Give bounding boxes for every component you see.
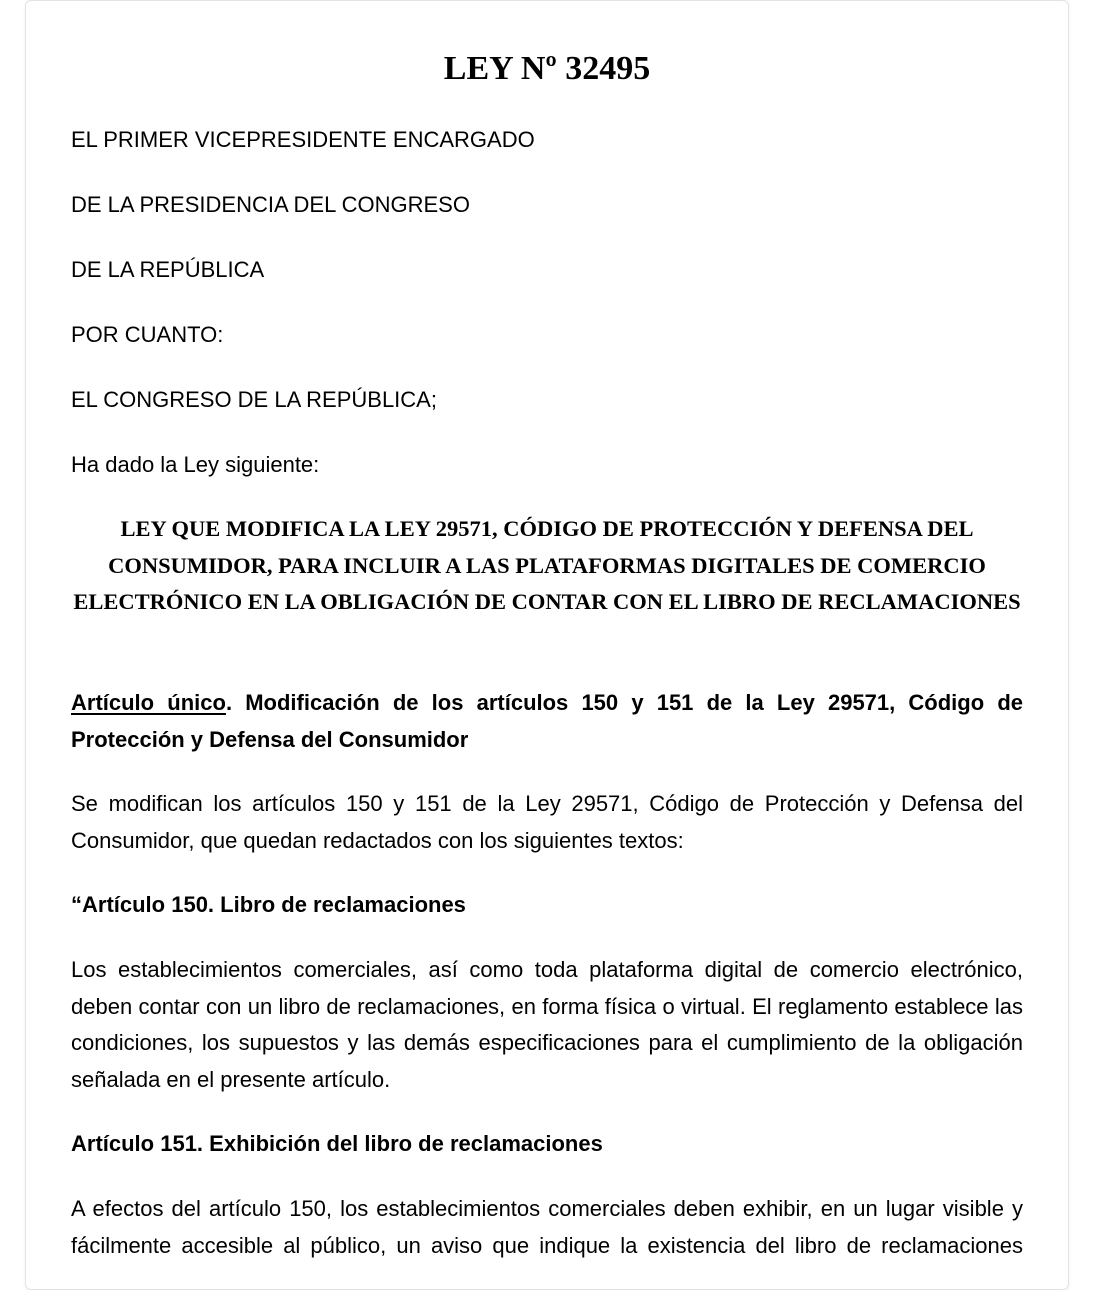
law-number-title: LEY Nº 32495: [443, 50, 651, 87]
article-unico-label: Artículo único: [71, 690, 226, 715]
article-151-heading: Artículo 151. Exhibición del libro de reclamaciones: [71, 1131, 603, 1156]
intro-paragraph: Se modifican los artículos 150 y 151 de la Ley 29571, Código de Protección y Defensa del Consumidor, que quedan redactados con los siguientes textos:: [71, 791, 1023, 853]
header-line-2: DE LA PRESIDENCIA DEL CONGRESO: [71, 192, 470, 217]
article-unico-separator: .: [225, 690, 233, 715]
header-line-5: EL CONGRESO DE LA REPÚBLICA;: [71, 387, 437, 412]
header-line-3: DE LA REPÚBLICA: [71, 257, 265, 282]
article-unico-heading: [71, 685, 1023, 758]
article-unico-heading-text: Modificación de los artículos 150 y 151 de la Ley 29571, Código de Protección y Defensa del Consumidor: [71, 690, 1024, 752]
header-line-6: Ha dado la Ley siguiente:: [71, 452, 320, 477]
header-line-4: POR CUANTO:: [71, 322, 224, 347]
article-150-heading: “Artículo 150. Libro de reclamaciones: [71, 892, 466, 917]
header-line-1: EL PRIMER VICEPRESIDENTE ENCARGADO: [71, 127, 535, 152]
law-full-title: LEY QUE MODIFICA LA LEY 29571, CÓDIGO DE PROTECCIÓN Y DEFENSA DEL CONSUMIDOR, PARA INCLUIR A LAS PLATAFORMAS DIGITALES DE COMERCIO ELECTRÓNICO EN LA OBLIGACIÓN DE CONTAR CON EL LIBRO DE RECLAMACIONES: [73, 516, 1021, 614]
article-151-paragraph: A efectos del artículo 150, los establecimientos comerciales deben exhibir, en un lugar visible y fácilmente accesible al público, un aviso que indique la existencia del libro de reclamaciones: [71, 1196, 1023, 1258]
article-150-paragraph: Los establecimientos comerciales, así como toda plataforma digital de comercio electrónico, deben contar con un libro de reclamaciones, en forma física o virtual. El reglamento establece las condiciones, los supuestos y las demás especificaciones para el cumplimiento de la obligación señalada en el presente artículo.: [71, 957, 1023, 1092]
document-page: [25, 0, 1069, 1290]
